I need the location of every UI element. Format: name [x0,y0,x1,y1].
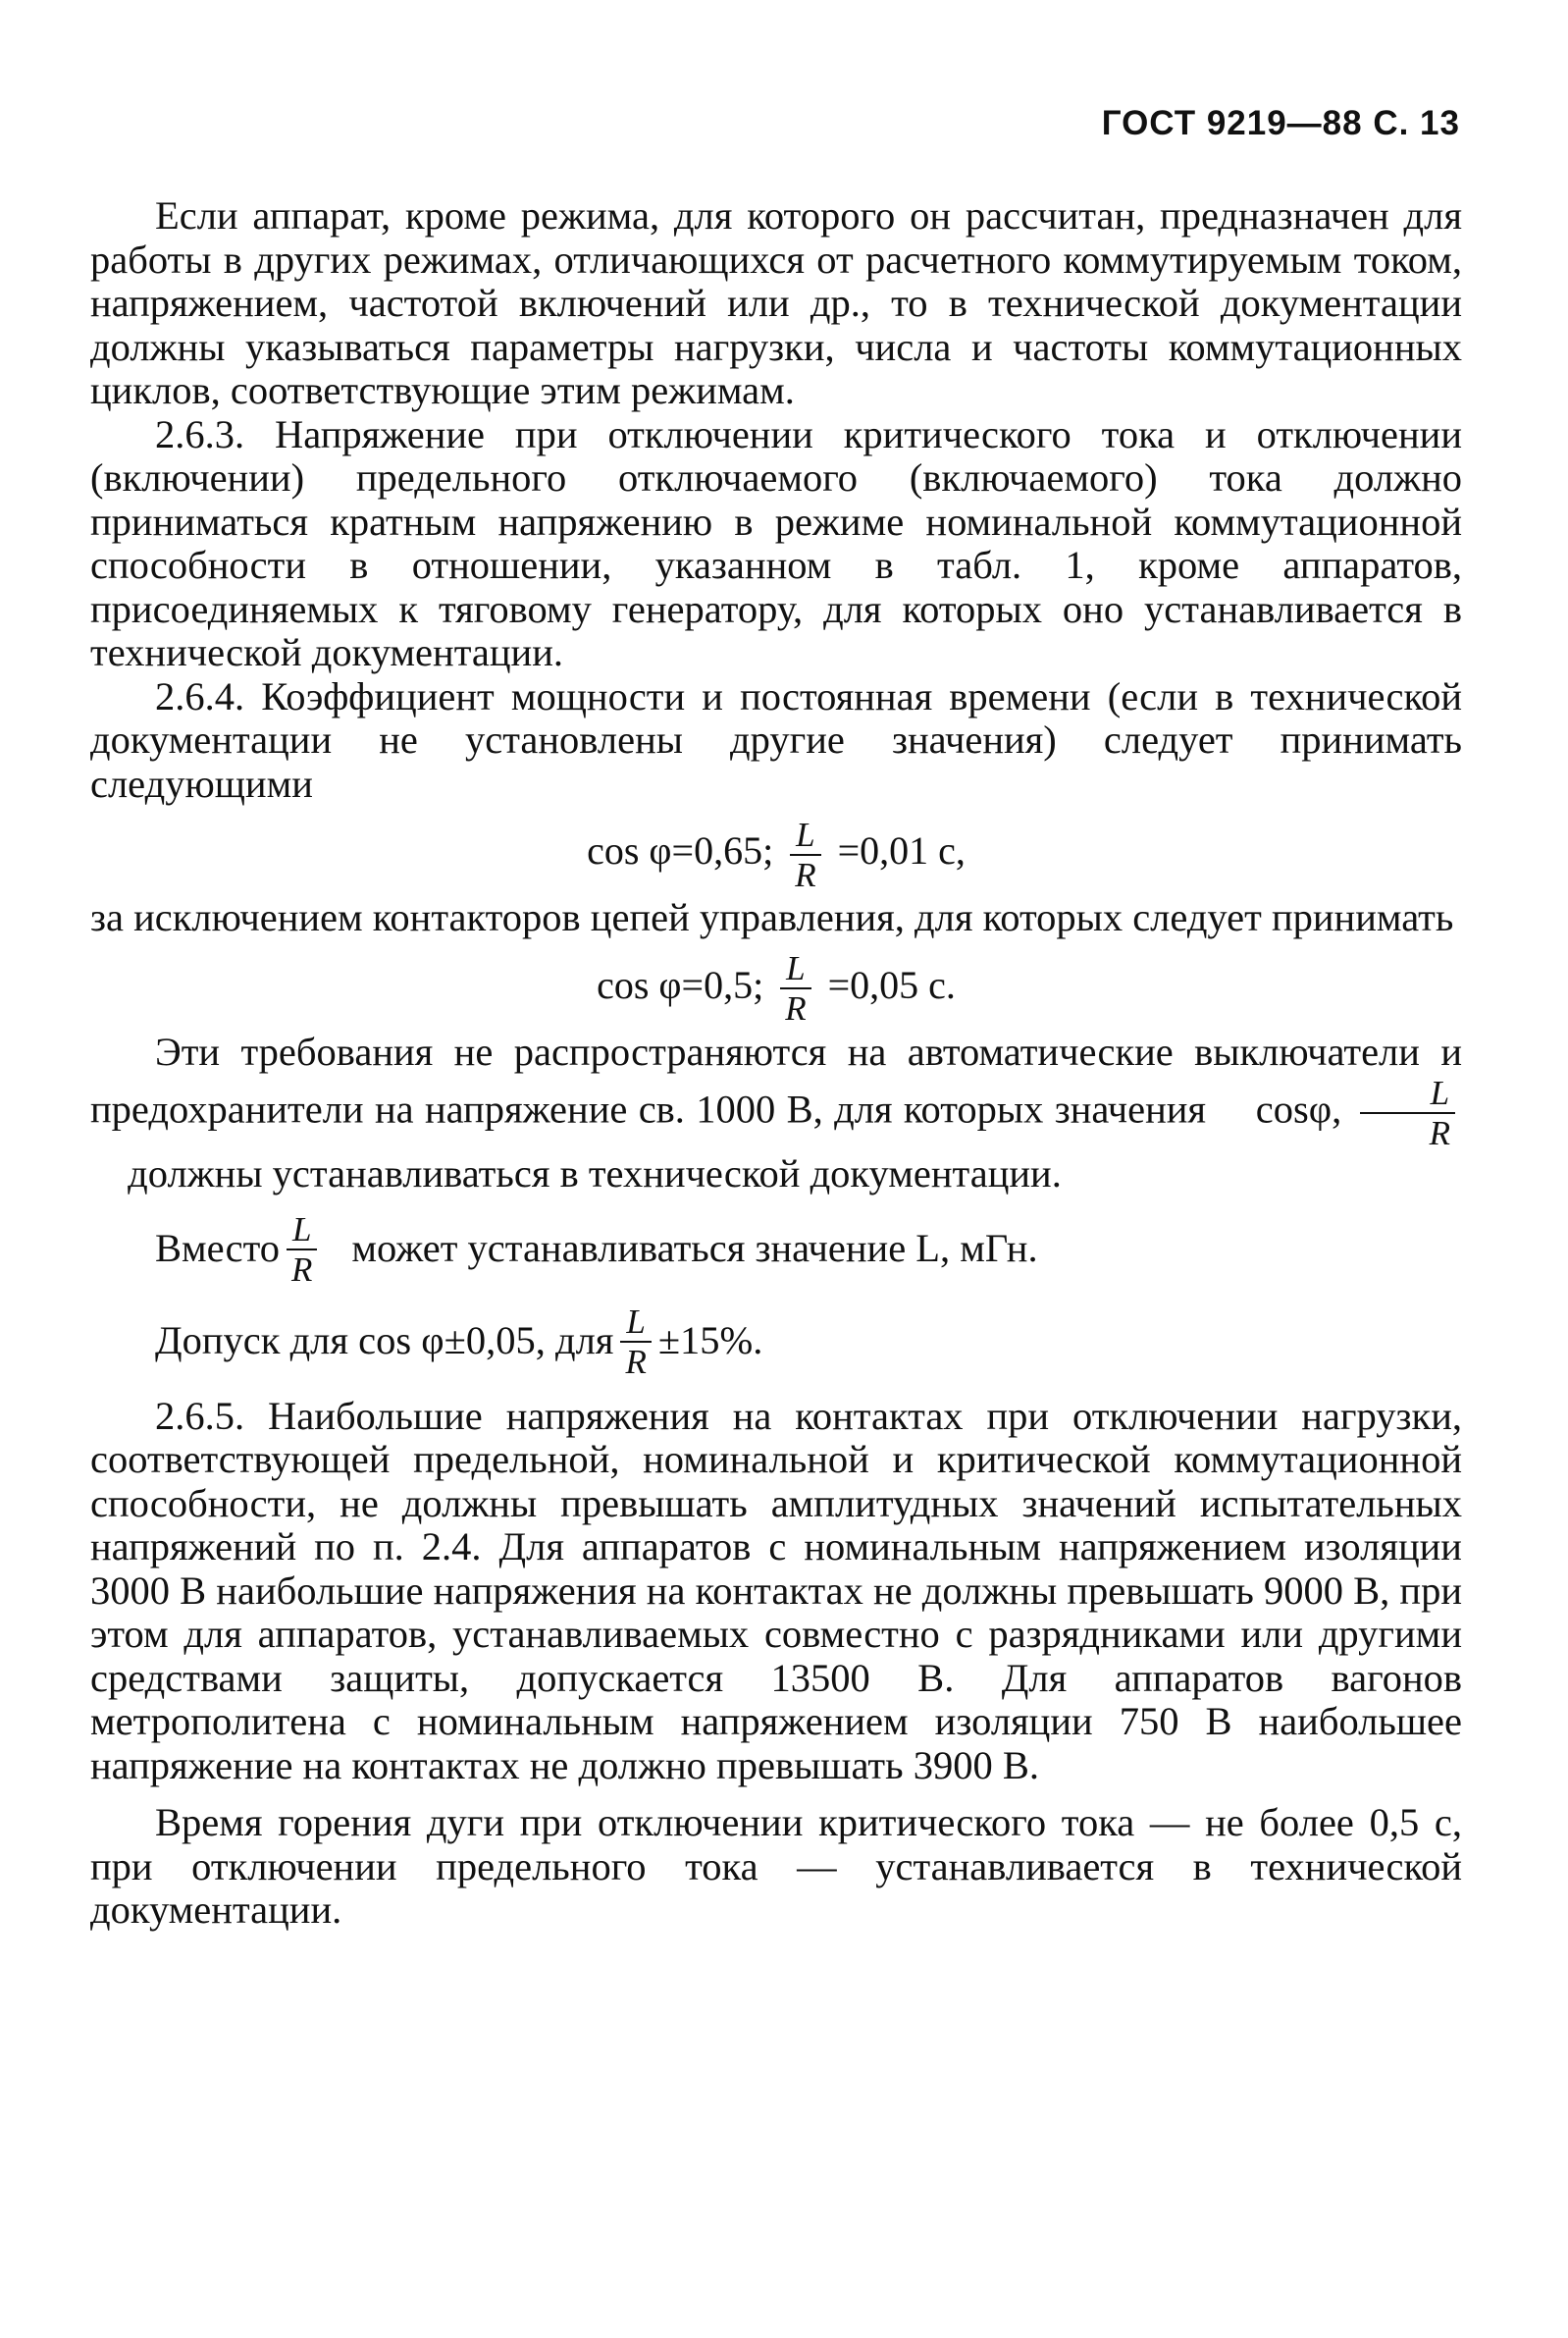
formula-1 [90,806,1462,896]
fraction-denominator: R [1429,1114,1451,1152]
paragraph-requirements [90,1031,1462,1196]
paragraph-2-6-5: 2.6.5. Наибольшие напряжения на контактах при отключении нагрузки, соответствующей предельной, номинальной и критической коммутационной способности, не должны превышать амплитудных значений испытательных напряжений по п. 2.4. Для аппаратов с номинальным напряжением изоляции 3000 В наибольшие напряжения на контактах не должны превышать 9000 В, при этом для аппаратов, устанавливаемых совместно с разрядниками или другими средствами защиты, допускается 13500 В. Для аппаратов вагонов метрополитена с номинальным напряжением изоляции 750 В наибольшее напряжение на контактах не должно превышать 3900 В. [90,1393,1462,1787]
document-body [90,194,1462,1933]
paragraph-requirements-text-b: должны устанавливаться в технической документации. [128,1151,1062,1196]
fraction-l-over-r [619,1302,652,1381]
tolerance-text-b: ±15%. [657,1318,763,1363]
fraction-l-over-r [779,949,811,1028]
cos-phi-inline: cosφ, [1255,1087,1342,1132]
tolerance-text-a: Допуск для cos φ±0,05, для [155,1318,614,1363]
formula-1-right: =0,01 с, [837,828,966,873]
instead-text-a: Вместо [155,1226,281,1271]
fraction-denominator: R [785,989,807,1029]
paragraph-requirements-text-a: Эти требования не распространяются на автоматические выключатели и предохранители на напряжение св. 1000 В, для которых значения [90,1029,1462,1132]
formula-2-right: =0,05 с. [827,962,956,1007]
fraction-l-over-r [789,816,821,894]
paragraph-exception: за исключением контакторов цепей управления, для которых следует принимать [90,895,1454,939]
paragraph-2-6-3: 2.6.3. Напряжение при отключении критического тока и отключении (включении) предельного отключаемого (включаемого) тока должно приниматься кратным напряжению в режиме номинальной коммутационной способности в отношении, указанном в табл. 1, кроме аппаратов, присоединяемых к тяговому генератору, для которых оно устанавливается в технической документации. [90,411,1462,674]
fraction-numerator: L [1360,1074,1455,1114]
formula-1-left: cos φ=0,65; [587,828,774,873]
paragraph-tolerance [90,1302,1462,1381]
page-header: ГОСТ 9219—88 С. 13 [1101,104,1460,142]
paragraph-arc-time: Время горения дуги при отключении критического тока — не более 0,5 с, при отключении предельного тока — устанавливается в технической документации. [90,1800,1462,1932]
paragraph-1: Если аппарат, кроме режима, для которого он рассчитан, предназначен для работы в других режимах, отличающихся от расчетного коммутируемым током, напряжением, частотой включений или др., то в технической документации должны указываться параметры нагрузки, числа и частоты коммутационных циклов, соответствующие этим режимам. [90,193,1462,412]
fraction-denominator: R [291,1249,313,1289]
fraction-denominator: R [625,1342,647,1381]
fraction-denominator: R [795,855,816,894]
instead-text-b: может устанавливаться значение L, мГн. [351,1226,1038,1271]
fraction-numerator: L [780,949,810,989]
fraction-numerator: L [790,816,820,856]
paragraph-instead [90,1210,1462,1289]
fraction-l-over-r [286,1210,318,1289]
formula-2-left: cos φ=0,5; [597,962,764,1007]
formula-2 [90,940,1462,1031]
paragraph-2-6-4: 2.6.4. Коэффициент мощности и постоянная времени (если в технической документации не установлены другие значения) следует принимать следующими [90,673,1462,806]
fraction-numerator: L [287,1210,317,1250]
fraction-l-over-r [1359,1074,1456,1152]
fraction-numerator: L [620,1302,651,1343]
